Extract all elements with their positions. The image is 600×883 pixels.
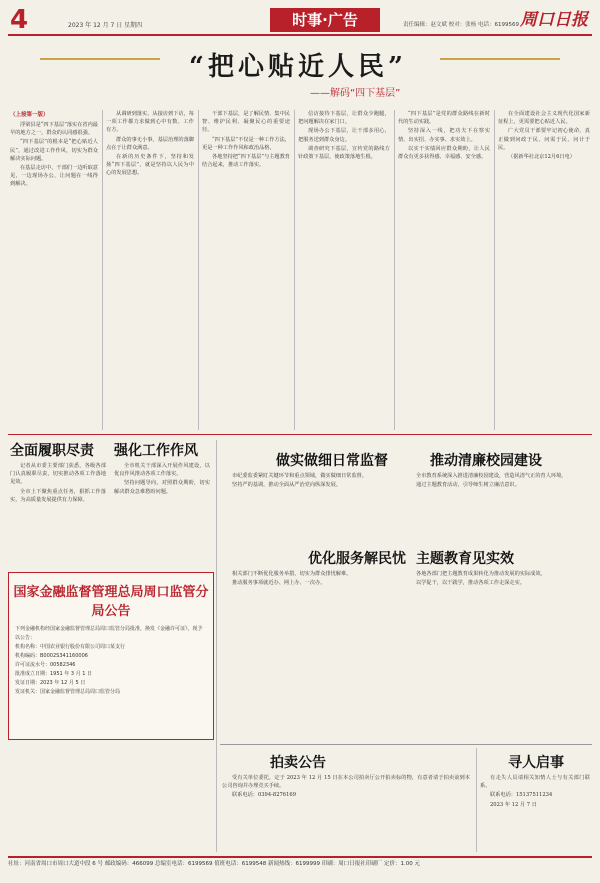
- paragraph: 浮梁县是“四下基层”落实在省内最早的地方之一，群众的认同感很强。: [10, 122, 98, 137]
- article-body-5: [222, 570, 400, 690]
- feature-column-2: [106, 110, 194, 430]
- feature-subtitle: ——解码“四下基层”: [310, 88, 401, 99]
- article-title-1: 全面履职尽责: [10, 443, 94, 459]
- column-divider: [494, 110, 495, 430]
- article-body-3: [222, 472, 400, 542]
- missing-person-title: 寻人启事: [508, 755, 564, 771]
- paragraph: 全市教育系统深入推进清廉校园建设，营造风清气正的育人环境。: [416, 473, 567, 479]
- paragraph: 全市上下聚焦重点任务，狠抓工作落实，为高质量发展提供有力保障。: [10, 488, 106, 503]
- finance-notice-box: [8, 572, 214, 740]
- paragraph: 2023 年 12 月 7 日: [490, 801, 537, 808]
- paragraph: 在新的历史条件下，坚持和发扬“四下基层”，就是坚持以人民为中心的发展思想。: [106, 154, 194, 177]
- paragraph: 以实干实绩回应群众期盼，让人民群众有更多获得感、幸福感、安全感。: [398, 145, 490, 161]
- column-divider: [198, 110, 199, 430]
- paragraph: 广大党员干部要牢记初心使命，真正做到问政于民、问需于民、问计于民。: [498, 128, 590, 151]
- paragraph: 联系电话：0394-8276169: [232, 792, 296, 799]
- article-title-4: 推动清廉校园建设: [430, 453, 542, 469]
- paragraph: 通过主题教育活动，引导师生树立廉洁意识。: [416, 482, 520, 489]
- paragraph: 市纪委监委紧盯关键环节和重点领域，做实做细日常监督。: [232, 473, 367, 479]
- paragraph: 现场办公下基层，让干部多用心，把服务送到群众身边。: [298, 128, 390, 143]
- issue-date: 2023 年 12 月 7 日 星期四: [68, 22, 143, 29]
- paragraph: 在基层走访中，干部们一边听取意见，一边现场办公，让问题在一线得到解决。: [10, 165, 98, 188]
- paragraph: “四下基层”的根本是“把心贴近人民”，通过改进工作作风，切实为群众解决实际问题。: [10, 139, 98, 162]
- paragraph: 从调研到落实，从接访到下访，每一项工作都力求做到心中有数、工作有方。: [106, 111, 194, 134]
- paragraph: 坚持问题导向，对照群众期盼，切实解决群众急难愁盼问题。: [114, 480, 210, 495]
- feature-column-4: [298, 110, 390, 430]
- section-divider: [8, 434, 592, 435]
- notice-row: 下列金融机构经国家金融监督管理总局周口监管分局批准，换发《金融许可证》，现予以公告：: [15, 626, 203, 641]
- title-ornament-right: [440, 58, 560, 60]
- notice-row: 发证日期：2023 年 12 月 5 日: [15, 680, 86, 686]
- article-title-6: 主题教育见实效: [416, 551, 514, 567]
- feature-column-3: [202, 110, 290, 430]
- article-title-3: 做实做细日常监督: [276, 453, 388, 469]
- notice-row: 机构编码：B0002S341160006: [15, 653, 88, 659]
- notice-row: 许可证流水号：00582346: [15, 662, 76, 668]
- newspaper-logo: 周口日报: [520, 10, 588, 30]
- feature-column-6: [498, 110, 590, 430]
- finance-notice-title: 国家金融监督管理总局周口监管分局公告: [13, 585, 209, 619]
- paragraph: 调查研究下基层，宣传党的路线方针政策下基层，使政策落地生根。: [298, 145, 390, 161]
- paragraph: 相关部门不断优化服务举措，切实为群众排忧解难。: [232, 571, 352, 577]
- section-label: 时事·广告: [270, 8, 380, 32]
- notice-row: 机构名称：中国农业银行股份有限公司周口某支行: [15, 644, 126, 650]
- paragraph: 受有关单位委托，定于 2023 年 12 月 15 日在本公司拍卖厅公开拍卖标的物，有意者请于拍卖前到本公司咨询并办理竞买手续。: [222, 775, 470, 790]
- ad-divider: [220, 744, 592, 745]
- feature-byline: （上接第一版）: [10, 112, 49, 118]
- paragraph: 推动服务事项就近办、网上办、一次办。: [232, 580, 326, 587]
- paragraph: 群众的事无小事，基层治理的落脚点在于让群众满意。: [106, 136, 194, 151]
- paragraph: 各地坚持把“四下基层”与主题教育结合起来，推动工作落实。: [202, 154, 290, 169]
- paragraph: 有走失人员请相关知情人士与有关部门联系。: [480, 775, 590, 790]
- paragraph: 联系电话：15137511234: [490, 792, 553, 799]
- paragraph: “四下基层”不仅是一种工作方法，更是一种工作作风和政治品格。: [202, 136, 290, 151]
- article-body-1: [10, 462, 106, 548]
- article-body-4: [406, 472, 590, 542]
- paragraph: 信访接待下基层，让群众少跑腿，把问题解决在家门口。: [298, 111, 390, 126]
- notice-row: 发证机关：国家金融监督管理总局周口监管分局: [15, 689, 121, 695]
- paragraph: 各地各部门把主题教育成果转化为推动发展的实际成效。: [416, 571, 546, 577]
- missing-person-body: [480, 774, 590, 850]
- paragraph: 记者从市委主要部门获悉，各级各部门认真履职尽责，切实推动各项工作落地见效。: [10, 463, 106, 486]
- article-title-2: 强化工作作风: [114, 443, 198, 459]
- page-footer: 社址：河南省周口市周口大道中段 6 号 邮政编码：466099 总编室电话：6199569 值班电话：6199548 新闻热线：6199999 印刷：周口日报社印刷厂 定价：1.00 元: [8, 856, 592, 869]
- feature-column-1: [10, 110, 98, 430]
- paragraph: （据新华社北京12月6日电）: [508, 154, 575, 161]
- page-header: [8, 6, 592, 36]
- title-ornament-left: [40, 58, 160, 60]
- auction-title: 拍卖公告: [270, 755, 326, 771]
- auction-body: [222, 774, 470, 850]
- column-divider: [294, 110, 295, 430]
- paragraph: 全市机关干部深入开展作风建设，以优良作风推动各项工作落实。: [114, 463, 210, 478]
- article-title-5: 优化服务解民忧: [308, 551, 406, 567]
- editor-info: 责任编辑：赵文斌 校对：张杨 电话：6199569: [403, 22, 519, 28]
- column-divider: [102, 110, 103, 430]
- paragraph: 在全面建设社会主义现代化国家新征程上，更需要把心贴近人民。: [498, 111, 590, 126]
- feature-column-5: [398, 110, 490, 430]
- paragraph: 干部下基层，是了解民情、集中民智、维护民利、凝聚民心的重要途径。: [202, 111, 290, 134]
- column-divider: [476, 748, 477, 852]
- paragraph: 坚持深入一线，把功夫下在察实情、出实招、办实事、求实效上。: [398, 128, 490, 143]
- paragraph: “四下基层”是党的群众路线在新时代的生动实践。: [398, 111, 490, 126]
- article-body-6: [406, 570, 590, 690]
- feature-title: “把心贴近人民”: [189, 52, 407, 82]
- notice-row: 批准成立日期：1951 年 3 月 1 日: [15, 671, 93, 677]
- paragraph: 坚持严的基调，推动全面从严治党向纵深发展。: [232, 482, 341, 489]
- page-number: 4: [10, 5, 29, 35]
- column-divider: [216, 440, 217, 852]
- article-body-2: [114, 462, 210, 548]
- column-divider: [394, 110, 395, 430]
- paragraph: 以学促干，以干践学，推动各项工作走深走实。: [416, 580, 525, 587]
